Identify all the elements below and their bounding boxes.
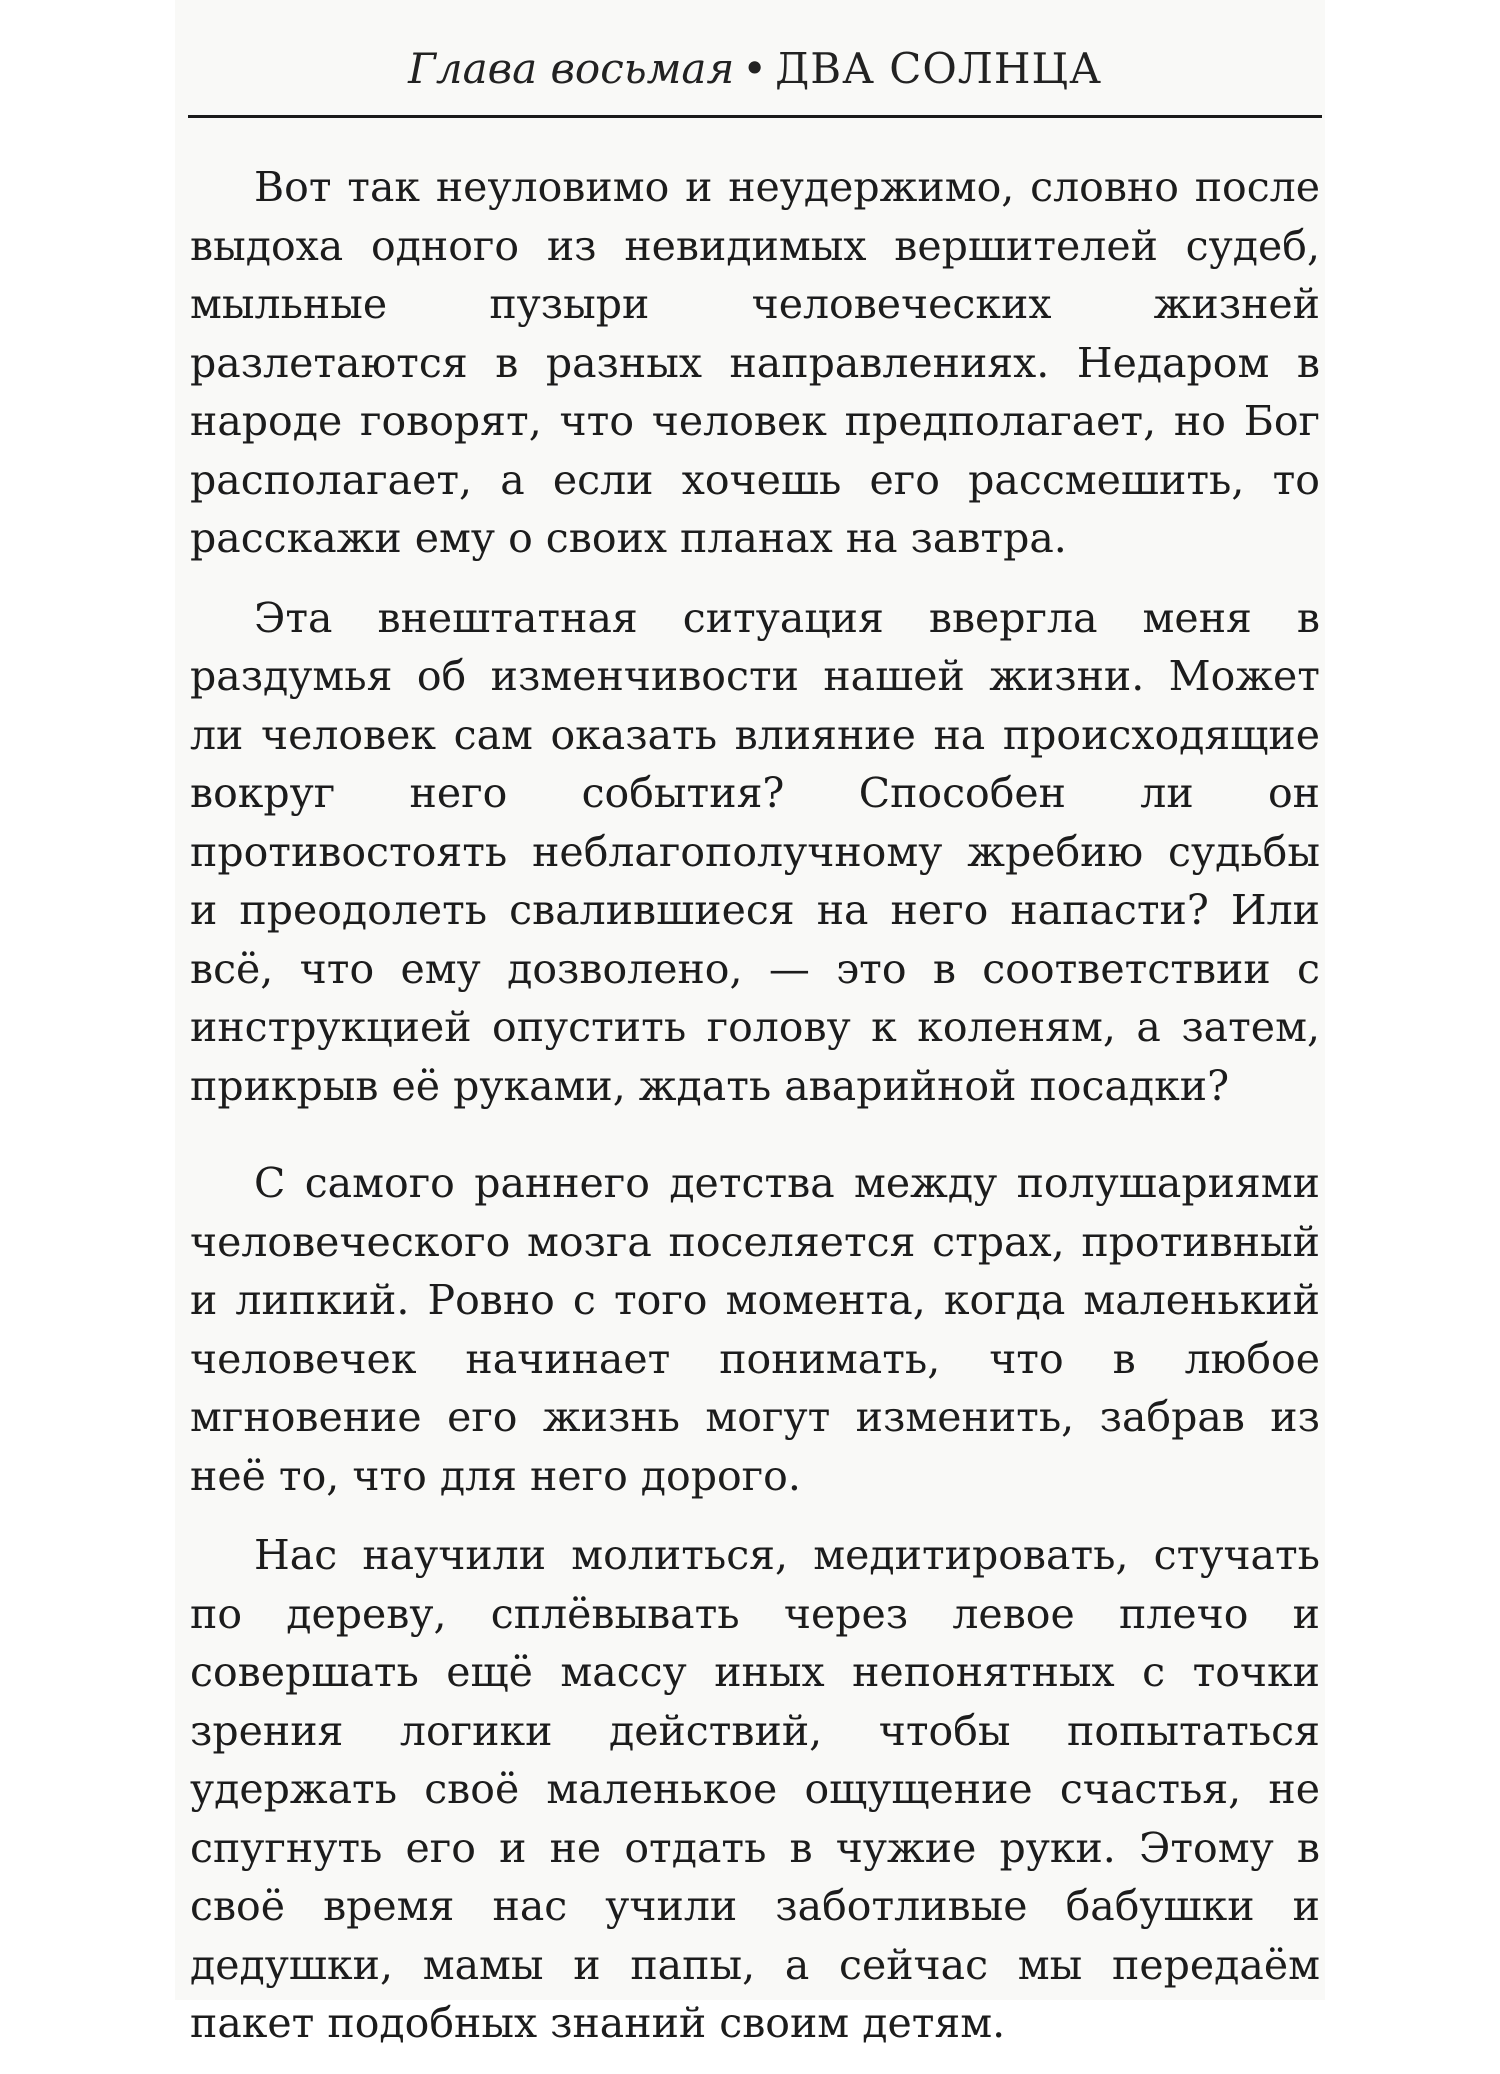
page-margin (1325, 0, 1500, 2000)
paragraph: Нас научили молиться, медитировать, стучать по дереву, сплёвывать через левое плечо и совершать ещё массу иных непонятных с точки зрения логики действий, чтобы попытаться удержать своё маленькое ощущение счастья, не спугнуть его и не отдать в чужие руки. Этому в своё время нас учили заботливые бабушки и дедушки, мамы и папы, а сейчас мы передаём пакет подобных знаний своим детям. (190, 1531, 1320, 2047)
header-rule (188, 115, 1322, 118)
header-separator: • (742, 44, 768, 93)
paragraph: Эта внештатная ситуация ввергла меня в раздумья об изменчивости нашей жизни. Может ли человек сам оказать влияние на происходящие вокруг него события? Способен ли он противостоять неблагополучному жребию судьбы и преодолеть свалившиеся на него напасти? Или всё, что ему дозволено, — это в соответствии с инструкцией опустить голову к коленям, а затем, прикрыв её руками, ждать аварийной посадки? (190, 593, 1320, 1110)
chapter-label: Глава восьмая (408, 44, 735, 93)
running-header (190, 44, 1320, 93)
paragraph: С самого раннего детства между полушариями человеческого мозга поселяется страх, противный и липкий. Ровно с того момента, когда маленький человечек начинает понимать, что в любое мгновение его жизнь могут изменить, забрав из неё то, что для него дорого. (190, 1159, 1320, 1500)
chapter-title: ДВА СОЛНЦА (775, 44, 1102, 93)
paragraph: Вот так неуловимо и неудержимо, словно после выдоха одного из невидимых вершителей судеб, мыльные пузыри человеческих жизней разлетаются в разных направлениях. Недаром в народе говорят, что человек предполагает, но Бог располагает, а если хочешь его рассмешить, то расскажи ему о своих планах на завтра. (190, 163, 1320, 562)
page-body (190, 158, 1320, 2074)
